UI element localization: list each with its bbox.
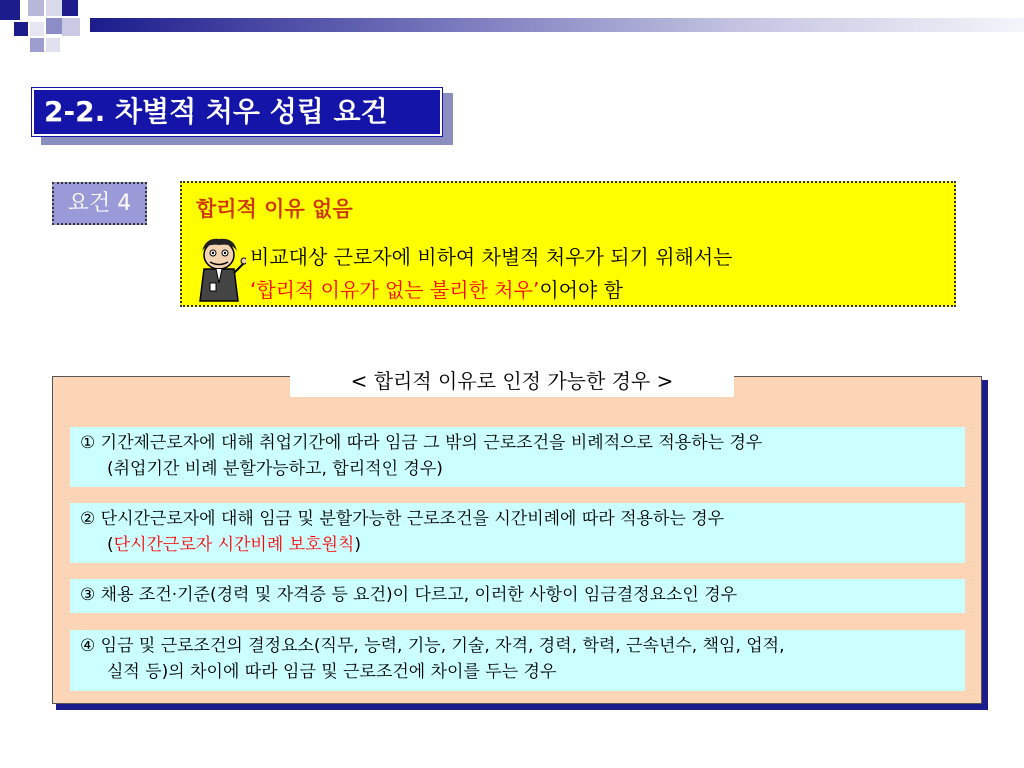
case-1-line-1: ① 기간제근로자에 대해 취업기간에 따라 임금 그 밖의 근로조건을 비례적으로 적용하는 경우 (80, 433, 763, 453)
condition-box (180, 181, 956, 307)
decorative-square (46, 18, 62, 34)
case-3-line-1: ③ 채용 조건·기준(경력 및 자격증 등 요건)이 다르고, 이러한 사항이 임금결정요소인 경우 (80, 585, 738, 605)
decorative-square (46, 38, 60, 52)
decorative-square (30, 22, 44, 36)
condition-line-2-tail: 이어야 함 (539, 278, 623, 302)
decorative-square (62, 18, 80, 36)
condition-line-2 (250, 274, 623, 303)
case-2-paren-close: ) (354, 535, 361, 555)
decorative-square (14, 22, 28, 36)
cases-panel-title: < 합리적 이유로 인정 가능한 경우 > (290, 365, 734, 397)
case-2-emphasis: 단시간근로자 시간비례 보호원칙 (113, 535, 355, 555)
case-4-line-1: ④ 임금 및 근로조건의 결정요소(직무, 능력, 기능, 기술, 자격, 경력, 학력, 근속년수, 책임, 업적, (80, 636, 785, 656)
case-2-line-1: ② 단시간근로자에 대해 임금 및 분할가능한 근로조건을 시간비례에 따라 적용하는 경우 (80, 509, 725, 529)
condition-heading: 합리적 이유 없음 (196, 197, 353, 221)
decorative-square (0, 0, 20, 20)
requirement-tag: 요건 4 (52, 182, 147, 225)
page-title: 2-2. 차별적 처우 성립 요건 (32, 88, 442, 136)
case-item-4 (70, 630, 965, 691)
case-item-2 (70, 503, 965, 563)
cartoon-person-icon (192, 233, 246, 303)
case-item-1 (70, 427, 965, 487)
condition-line-1: 비교대상 근로자에 비하여 차별적 처우가 되기 위해서는 (250, 245, 733, 269)
header-gradient-bar (90, 18, 1024, 32)
decorative-square (62, 0, 78, 16)
case-2-line-2 (80, 532, 955, 558)
decorative-square (46, 0, 62, 16)
case-1-line-2: (취업기간 비례 분할가능하고, 합리적인 경우) (107, 459, 443, 479)
case-4-line-2: 실적 등)의 차이에 따라 임금 및 근로조건에 차이를 두는 경우 (107, 662, 557, 682)
condition-emphasis: ‘합리적 이유가 없는 불리한 처우’ (250, 278, 540, 302)
decorative-square (28, 0, 44, 16)
case-item-3 (70, 579, 965, 613)
case-2-paren-open: ( (107, 535, 114, 555)
decorative-square (30, 38, 44, 52)
